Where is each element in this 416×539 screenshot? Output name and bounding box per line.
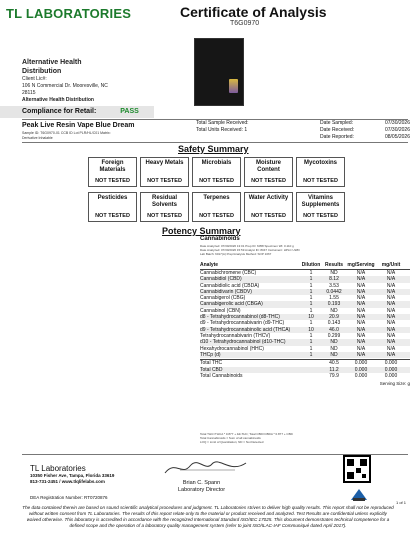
date-reported-label: Date Reported: bbox=[320, 134, 354, 140]
cell-mg-serving: N/A bbox=[356, 314, 366, 321]
table-row bbox=[200, 352, 410, 358]
serving-size: Serving Size: g bbox=[379, 380, 410, 386]
lab-contact: 813-731-2451 / www.tlqlifelabs.com bbox=[30, 479, 105, 484]
cell-dilution: 10 bbox=[308, 326, 314, 333]
safety-cell-name: Water Activity bbox=[248, 195, 289, 201]
cell-mg-unit: N/A bbox=[386, 282, 396, 289]
total-result: 40.5 bbox=[329, 360, 339, 367]
col-results: Results bbox=[324, 262, 344, 268]
safety-cell-name: Pesticides bbox=[97, 195, 128, 201]
cell-mg-serving: N/A bbox=[356, 326, 366, 333]
cell-mg-unit: N/A bbox=[386, 351, 396, 358]
cell-analyte: Cannabidiolic acid (CBDA) bbox=[200, 282, 260, 289]
safety-grid-row1 bbox=[88, 157, 400, 187]
total-mg-unit: 0.000 bbox=[384, 360, 398, 367]
col-dilution: Dilution bbox=[301, 262, 321, 268]
cell-mg-unit: N/A bbox=[386, 314, 396, 321]
cell-result: ND bbox=[330, 345, 338, 352]
cell-mg-serving: N/A bbox=[356, 295, 366, 302]
sample-meta bbox=[22, 131, 172, 141]
cell-mg-serving: N/A bbox=[356, 339, 366, 346]
date-sampled-row bbox=[320, 120, 410, 127]
safety-summary-title: Safety Summary bbox=[178, 144, 249, 154]
product-name: Peak Live Resin Vape Blue Dream bbox=[22, 122, 135, 129]
qr-code-icon bbox=[343, 455, 371, 483]
cell-result: ND bbox=[330, 351, 338, 358]
date-sampled-label: Date Sampled: bbox=[320, 120, 354, 126]
cell-mg-unit: N/A bbox=[386, 270, 396, 276]
cell-analyte: d9 - Tetrahydrocannabivarin (d9-THC) bbox=[200, 320, 285, 327]
total-mg-serving: 0.000 bbox=[354, 360, 368, 367]
cell-result: 3.53 bbox=[329, 282, 339, 289]
date-received-row bbox=[320, 127, 410, 134]
safety-cell-name: Vitamins Supplements bbox=[301, 195, 340, 208]
cell-mg-unit: N/A bbox=[386, 301, 396, 308]
cell-analyte: d10 - Tetrahydrocannabinol (d10-THC) bbox=[200, 339, 286, 346]
signature-image bbox=[160, 458, 250, 478]
cell-analyte: Cannabidiol (CBD) bbox=[200, 276, 242, 283]
safety-cell-value: NOT TESTED bbox=[199, 213, 234, 219]
page-number: 1 of 1 bbox=[396, 500, 407, 505]
potency-meta-line: Date Analyzed: 07/30/2026 13:01 Prep ID: 6058 Specimen Wt: 0.110 g bbox=[200, 244, 294, 248]
safety-cell bbox=[244, 157, 293, 187]
cell-result: 0.0442 bbox=[326, 288, 342, 295]
lab-address bbox=[30, 473, 114, 485]
safety-cell-value: NOT TESTED bbox=[251, 178, 286, 184]
safety-cell-name: Heavy Metals bbox=[145, 160, 184, 166]
safety-grid-row2 bbox=[88, 192, 400, 222]
cell-result: 1.55 bbox=[329, 295, 339, 302]
safety-cell-name: Microbials bbox=[201, 160, 232, 166]
safety-cell-value: NOT TESTED bbox=[95, 178, 130, 184]
cell-dilution: 1 bbox=[309, 295, 313, 302]
client-info bbox=[22, 58, 172, 104]
client-name: Alternative Health bbox=[22, 59, 82, 66]
cell-result: 20.9 bbox=[329, 314, 339, 321]
total-mg-unit: 0.000 bbox=[384, 373, 398, 380]
safety-cell-value: NOT TESTED bbox=[199, 178, 234, 184]
safety-cell-value: NOT TESTED bbox=[303, 213, 338, 219]
cell-mg-unit: N/A bbox=[386, 295, 396, 302]
cell-analyte: Hexahydrocannabinol (HHC) bbox=[200, 345, 264, 352]
potency-meta-line: Date Analyzed: 07/30/2026 15:59 Analyst ID: 8047 Instrument: HPLC UWD bbox=[200, 248, 300, 252]
cell-mg-serving: N/A bbox=[356, 345, 366, 352]
cell-result: 46.0 bbox=[329, 326, 339, 333]
cell-result: 0.193 bbox=[327, 301, 341, 308]
signer-title: Laboratory Director bbox=[178, 487, 226, 493]
safety-cell-name: Moisture Content bbox=[255, 160, 281, 173]
total-mg-serving: 0.000 bbox=[354, 366, 368, 373]
safety-cell-value: NOT TESTED bbox=[147, 213, 182, 219]
cell-dilution: 1 bbox=[309, 345, 313, 352]
cell-dilution: 1 bbox=[309, 282, 313, 289]
cannabinoids-heading: Cannabinoids bbox=[200, 236, 240, 242]
total-mg-unit: 0.000 bbox=[384, 366, 398, 373]
sample-dates bbox=[320, 120, 410, 141]
cannabinoid-table bbox=[200, 262, 410, 386]
brand-logo-text: TL LABORATORIES bbox=[6, 6, 132, 21]
col-analyte: Analyte bbox=[200, 262, 219, 268]
cell-analyte: Tetrahydrocannabivarin (THCV) bbox=[200, 332, 271, 339]
cell-mg-serving: N/A bbox=[356, 307, 366, 314]
cell-analyte: THCp (d) bbox=[200, 351, 221, 358]
total-units-received: Total Units Received: 1 bbox=[196, 127, 248, 133]
cell-mg-serving: N/A bbox=[356, 270, 366, 276]
cell-dilution: 1 bbox=[309, 320, 313, 327]
cell-dilution: 1 bbox=[309, 351, 313, 358]
cell-mg-serving: N/A bbox=[356, 282, 366, 289]
safety-cell-value: NOT TESTED bbox=[251, 213, 286, 219]
cell-mg-serving: N/A bbox=[356, 351, 366, 358]
cell-result: ND bbox=[330, 339, 338, 346]
cell-mg-unit: N/A bbox=[386, 332, 396, 339]
dea-number: DEA Registration Number: RT0720876 bbox=[30, 495, 108, 500]
lab-name: TL Laboratories bbox=[30, 464, 86, 473]
safety-cell bbox=[244, 192, 293, 222]
cell-analyte: d9 - Tetrahydrocannabinolic acid (THCA) bbox=[200, 326, 291, 333]
table-totals bbox=[200, 359, 410, 380]
date-reported-row bbox=[320, 134, 410, 141]
total-name: Total THC bbox=[200, 360, 223, 367]
potency-meta bbox=[200, 244, 410, 256]
sample-id: Sample ID: T6G0970-01 CCB ID Lot PLR/HL/C01 Matrix: bbox=[22, 131, 111, 135]
safety-cell-value: NOT TESTED bbox=[95, 213, 130, 219]
safety-cell bbox=[140, 192, 189, 222]
client-address: 106 N Commercial Dr. Mooresville, NC bbox=[22, 83, 108, 89]
cell-mg-unit: N/A bbox=[386, 345, 396, 352]
lab-street: 10350 Fisher Ave, Tampa, Florida 33619 bbox=[30, 473, 115, 478]
client-zip: 28115 bbox=[22, 90, 36, 96]
cell-dilution: 1 bbox=[309, 307, 313, 314]
safety-cell-name: Residual Solvents bbox=[151, 195, 177, 208]
date-received-label: Date Received: bbox=[320, 127, 355, 133]
col-mg-unit: mg/Unit bbox=[381, 262, 401, 268]
coa-id: T6G0970 bbox=[230, 20, 260, 27]
cell-dilution: 1 bbox=[309, 276, 313, 283]
cell-mg-unit: N/A bbox=[386, 326, 396, 333]
total-result: 79.9 bbox=[329, 373, 339, 380]
cell-mg-unit: N/A bbox=[386, 307, 396, 314]
disclaimer: The data contained therein are based on sound scientific analytical procedures and judgment. TL Laboratories strives to deliver high quality results. This report shall not be reproduced without written consent from TL Laboratories. The results of this report relate only to the material or product received and analyzed. Test Results are confidential unless explicitly waived otherwise. This laboratory is accredited in accordance with the recognized International Standard ISO/IEC 17025. This document demonstrates technical competence for a defined scope and the operation of a laboratory quality management system (refer to joint ISO/ILAC-IAF Communiqué dated April 2017). bbox=[22, 505, 394, 528]
cell-analyte: Cannabigerol (CBG) bbox=[200, 295, 246, 302]
safety-cell-value: NOT TESTED bbox=[303, 178, 338, 184]
cell-mg-unit: N/A bbox=[386, 276, 396, 283]
safety-cell-value: NOT TESTED bbox=[147, 178, 182, 184]
product-label-graphic bbox=[229, 79, 238, 93]
cell-analyte: d8 - Tetrahydrocannabinol (d8-THC) bbox=[200, 314, 280, 321]
cell-result: 8.12 bbox=[329, 276, 339, 283]
client-name-2: Distribution bbox=[22, 68, 62, 75]
cell-mg-unit: N/A bbox=[386, 339, 396, 346]
safety-cell-name: Terpenes bbox=[203, 195, 230, 201]
safety-cell-name: Mycotoxins bbox=[303, 160, 337, 166]
safety-cell bbox=[140, 157, 189, 187]
safety-cell bbox=[192, 157, 241, 187]
cell-analyte: Cannabichromene (CBC) bbox=[200, 270, 257, 276]
cell-mg-unit: N/A bbox=[386, 288, 396, 295]
total-result: 11.2 bbox=[329, 366, 339, 373]
col-mg-serving: mg/Serving bbox=[347, 262, 375, 268]
potency-footnotes bbox=[200, 432, 410, 444]
divider bbox=[22, 142, 408, 143]
cell-dilution: 10 bbox=[308, 314, 314, 321]
cell-mg-serving: N/A bbox=[356, 332, 366, 339]
signer bbox=[178, 480, 225, 494]
total-name: Total CBD bbox=[200, 366, 223, 373]
sample-type: Derivative Inhalable bbox=[22, 136, 53, 140]
date-sampled: 07/30/2026 bbox=[384, 120, 410, 126]
cell-dilution: 1 bbox=[309, 301, 313, 308]
compliance-label: Compliance for Retail: bbox=[22, 108, 97, 115]
cell-mg-serving: N/A bbox=[356, 276, 366, 283]
footnote: LOQ = Limit of Quantitation; ND = Not Detected bbox=[200, 440, 264, 444]
date-received: 07/30/2026 bbox=[384, 127, 410, 133]
product-image bbox=[194, 38, 244, 106]
safety-cell bbox=[88, 192, 137, 222]
client-license: Client Lic#: bbox=[22, 76, 47, 82]
page-title: Certificate of Analysis bbox=[180, 4, 327, 20]
sample-totals bbox=[196, 120, 249, 134]
signer-name: Brian C. Spann bbox=[182, 480, 221, 486]
cell-mg-serving: N/A bbox=[356, 288, 366, 295]
cell-analyte: Cannabigerolic acid (CBGA) bbox=[200, 301, 263, 308]
safety-cell bbox=[88, 157, 137, 187]
potency-summary-title: Potency Summary bbox=[162, 226, 241, 236]
date-reported: 08/05/2026 bbox=[384, 134, 410, 140]
table-body bbox=[200, 270, 410, 358]
compliance-status: PASS bbox=[120, 108, 139, 115]
total-mg-serving: 0.000 bbox=[354, 373, 368, 380]
cell-dilution: 1 bbox=[309, 339, 313, 346]
potency-meta-line: Lab Batch: 6017(A) Prep/Analysis Method: SOP 1067 bbox=[200, 252, 272, 256]
compliance-bar bbox=[0, 106, 154, 118]
client-footer: Alternative Health Distribution bbox=[22, 97, 94, 103]
cell-result: 0.299 bbox=[327, 332, 341, 339]
safety-cell bbox=[296, 157, 345, 187]
cell-dilution: 1 bbox=[309, 332, 313, 339]
cell-result: ND bbox=[330, 307, 338, 314]
cell-result: 0.143 bbox=[327, 320, 341, 327]
cell-mg-unit: N/A bbox=[386, 320, 396, 327]
table-header bbox=[200, 262, 410, 270]
cell-analyte: Cannabidivarin (CBDV) bbox=[200, 288, 252, 295]
cell-mg-serving: N/A bbox=[356, 301, 366, 308]
safety-cell bbox=[192, 192, 241, 222]
cell-result: ND bbox=[330, 270, 338, 276]
pjla-accreditation-icon bbox=[350, 488, 368, 502]
safety-cell-name: Foreign Materials bbox=[99, 160, 126, 173]
footnote: Total Cannabinoids = Sum of all cannabinoids bbox=[200, 436, 261, 440]
safety-cell bbox=[296, 192, 345, 222]
footnote: Total THC=THCA * 0.877 + Δ9-THC; Total CBD=CBDA * 0.877 + CBD bbox=[200, 432, 293, 436]
total-row bbox=[200, 373, 410, 380]
cell-dilution: 1 bbox=[309, 288, 313, 295]
total-name: Total Cannabinoids bbox=[200, 373, 243, 380]
cell-dilution: 1 bbox=[309, 270, 313, 276]
cell-mg-serving: N/A bbox=[356, 320, 366, 327]
total-sample-received: Total Sample Received: bbox=[196, 120, 249, 126]
cell-analyte: Cannabinol (CBN) bbox=[200, 307, 241, 314]
